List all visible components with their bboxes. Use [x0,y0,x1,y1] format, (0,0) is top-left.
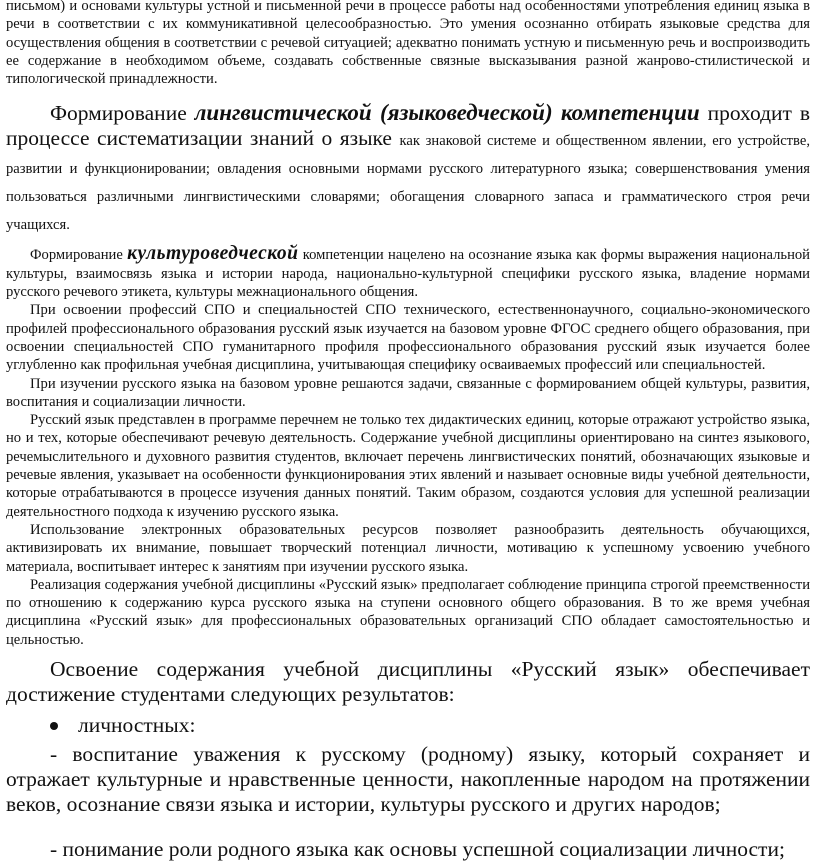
paragraph-basic-level: При изучении русского языка на базовом уровне решаются задачи, связанные с формированием общей культуры, развития, воспитания и социализации личности. [6,375,810,410]
paragraph-electronic-resources: Использование электронных образовательных ресурсов позволяет разнообразить деятельность обучающихся, активизировать их внимание, повышает творческий потенциал личности, мотивацию к успешному усвоению учебного материала, воспитывает интерес к занятиям при изучении русского языка. [6,521,810,575]
cultural-competence-term: культуроведческой [127,243,299,265]
cultural-lead: Формирование [30,247,128,264]
paragraph-continuity: Реализация содержания учебной дисциплины «Русский язык» предполагает соблюдение принципа строгой преемственности по отношению к содержанию курса русского языка на ступени основного общего образования. В то же время учебная дисциплина «Русский язык» для профессиональных образовательных организаций СПО обладает самостоятельностью и цельностью. [6,576,810,648]
bullet-personal-label: личностных: [78,713,196,738]
paragraph-linguistic-competence [6,100,810,238]
paragraph-spo-profiles: При освоении профессий СПО и специальностей СПО технического, естественнонаучного, социально-экономического профилей профессионального образования русский язык изучается на базовом уровне ФГОС среднего общего образования, при освоении специальностей СПО гуманитарного профиля профессионального образования русский язык изучается более углубленно как профильная учебная дисциплина, учитывающая специфику осваиваемых профессий или специальностей. [6,302,810,374]
paragraph-program-content: Русский язык представлен в программе перечнем не только тех дидактических единиц, которые отражают устройство языка, но и тех, которые обеспечивают речевую деятельность. Содержание учебной дисциплины ориентировано на синтез языкового, речемыслительного и духовного развития студентов, включает перечень лингвистических понятий, обозначающих языковые и речевые явления, указывает на особенности функционирования этих явлений и называет основные виды учебной деятельности, которые отрабатываются в процессе изучения данных понятий. Таким образом, создаются условия для успешной реализации деятельностного подхода к изучению русского языка. [6,412,810,520]
result-native-language-role: - понимание роли родного языка как основы успешной социализации личности; [50,837,785,862]
result-respect-language: - воспитание уважения к русскому (родному) языку, который сохраняет и отражает культурные и нравственные ценности, накопленные народом на протяжении веков, осознание связи языка и истории, культуры русского и других народов; [6,742,810,817]
bullet-personal [50,713,810,738]
cultural-rest: компетенции нацелено на осознание языка как формы выражения национальной культуры, взаимосвязь языка и истории народа, национально-культурной специфики русского языка, владение нормами русского речевого этикета, культуры межнационального общения. [6,247,810,301]
linguistic-rest: как знаковой системе и общественном явлении, его устройстве, развитии и функционировании; овладения основными нормами русского литературного языка; совершенствования умения пользоваться различными лингвистическими словарями; обогащения словарного запаса и грамматического строя речи учащихся. [6,133,810,234]
linguistic-competence-term: лингвистической (языковедческой) компетенции [194,100,700,126]
paragraph-results-intro: Освоение содержания учебной дисциплины «Русский язык» обеспечивает достижение студентами следующих результатов: [6,657,810,707]
paragraph-cultural-competence [6,245,810,301]
linguistic-lead: Формирование [50,101,195,126]
linguistic-mid: проходит в процессе систематизации знаний о языке [6,101,810,151]
paragraph-language-culture: письмом) и основами культуры устной и письменной речи в процессе работы над особенностями употребления единиц языка в речи в соответствии с их коммуникативной целесообразностью. Это умения осознанно отбирать языковые средства для осуществления общения в соответствии с речевой ситуацией; адекватно понимать устную и письменную речь и воспроизводить ее содержание в необходимом объеме, создавать собственные связные высказывания разной жанрово-стилистической и типологической принадлежности. [6,0,810,88]
bullet-dot-icon [50,722,58,730]
